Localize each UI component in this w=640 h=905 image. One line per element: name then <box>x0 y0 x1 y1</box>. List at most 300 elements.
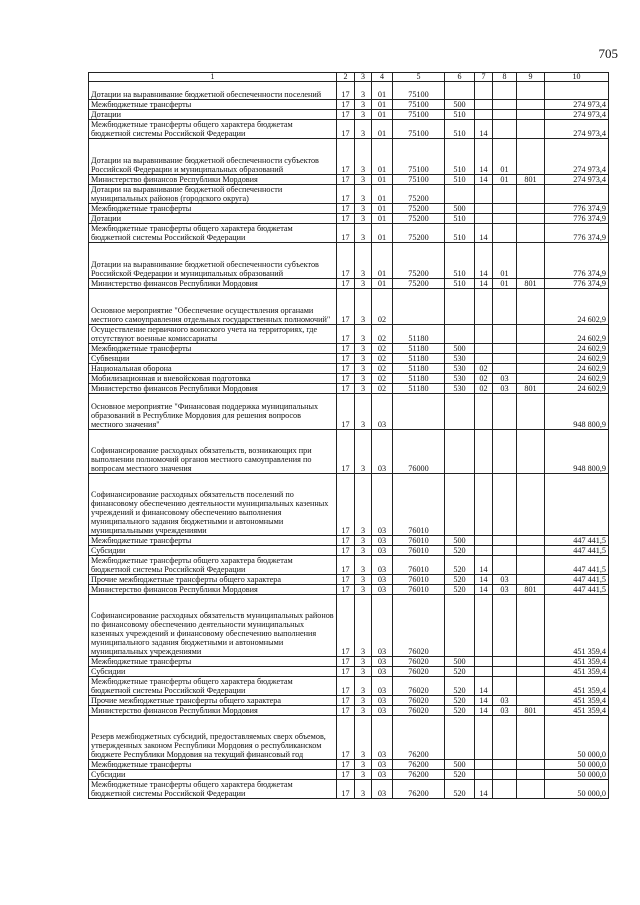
code-3-cell: 3 <box>355 243 372 279</box>
row-name-cell: Министерство финансов Республики Мордовия <box>89 279 337 289</box>
code-2-cell: 17 <box>337 175 355 185</box>
code-3-cell: 3 <box>355 760 372 770</box>
code-5-cell: 51180 <box>393 344 445 354</box>
code-7-cell: 14 <box>475 279 493 289</box>
row-name-cell: Межбюджетные трансферты общего характера бюджетам бюджетной системы Российской Федерации <box>89 224 337 243</box>
code-4-cell: 03 <box>372 394 393 430</box>
code-4-cell: 03 <box>372 696 393 706</box>
code-7-cell: 14 <box>475 780 493 799</box>
code-2-cell: 17 <box>337 657 355 667</box>
table-row <box>89 546 609 556</box>
code-7-cell <box>475 214 493 224</box>
code-3-cell: 3 <box>355 175 372 185</box>
table-row <box>89 770 609 780</box>
amount-cell: 274 973,4 <box>545 110 609 120</box>
code-8-cell <box>493 325 517 344</box>
code-7-cell <box>475 325 493 344</box>
code-2-cell: 17 <box>337 325 355 344</box>
code-9-cell <box>517 595 545 657</box>
code-5-cell: 76010 <box>393 585 445 595</box>
row-name-cell: Министерство финансов Республики Мордовия <box>89 706 337 716</box>
code-5-cell: 75100 <box>393 100 445 110</box>
code-4-cell: 03 <box>372 716 393 760</box>
code-4-cell: 01 <box>372 100 393 110</box>
column-header: 7 <box>475 73 493 82</box>
code-3-cell: 3 <box>355 344 372 354</box>
amount-cell: 776 374,9 <box>545 224 609 243</box>
code-7-cell <box>475 536 493 546</box>
code-2-cell: 17 <box>337 139 355 175</box>
code-2-cell: 17 <box>337 780 355 799</box>
code-6-cell: 520 <box>445 585 475 595</box>
code-6-cell <box>445 185 475 204</box>
code-7-cell: 14 <box>475 556 493 575</box>
code-9-cell <box>517 243 545 279</box>
code-7-cell <box>475 770 493 780</box>
code-5-cell: 76020 <box>393 657 445 667</box>
code-5-cell: 76010 <box>393 556 445 575</box>
amount-cell: 447 441,5 <box>545 536 609 546</box>
row-name-cell: Межбюджетные трансферты <box>89 204 337 214</box>
code-2-cell: 17 <box>337 585 355 595</box>
code-2-cell: 17 <box>337 344 355 354</box>
row-name-cell: Дотации на выравнивание бюджетной обеспеченности поселений <box>89 82 337 100</box>
code-7-cell: 14 <box>475 243 493 279</box>
code-2-cell: 17 <box>337 185 355 204</box>
amount-cell: 948 800,9 <box>545 430 609 474</box>
table-row <box>89 243 609 279</box>
code-4-cell: 02 <box>372 364 393 374</box>
code-6-cell: 500 <box>445 657 475 667</box>
code-8-cell <box>493 780 517 799</box>
code-2-cell: 17 <box>337 556 355 575</box>
code-7-cell: 14 <box>475 677 493 696</box>
code-3-cell: 3 <box>355 585 372 595</box>
code-4-cell: 02 <box>372 354 393 364</box>
code-9-cell <box>517 185 545 204</box>
code-3-cell: 3 <box>355 279 372 289</box>
code-8-cell <box>493 430 517 474</box>
code-9-cell <box>517 139 545 175</box>
code-7-cell: 14 <box>475 696 493 706</box>
amount-cell: 451 359,4 <box>545 657 609 667</box>
table-row <box>89 374 609 384</box>
code-6-cell: 520 <box>445 667 475 677</box>
code-4-cell: 03 <box>372 556 393 575</box>
table-row <box>89 760 609 770</box>
code-9-cell <box>517 430 545 474</box>
code-4-cell: 01 <box>372 224 393 243</box>
code-5-cell: 76000 <box>393 430 445 474</box>
amount-cell: 451 359,4 <box>545 667 609 677</box>
code-9-cell <box>517 289 545 325</box>
page-number: 705 <box>598 46 618 61</box>
code-4-cell: 03 <box>372 474 393 536</box>
code-2-cell: 17 <box>337 706 355 716</box>
amount-cell: 451 359,4 <box>545 595 609 657</box>
code-9-cell <box>517 696 545 706</box>
row-name-cell: Межбюджетные трансферты общего характера бюджетам бюджетной системы Российской Федерации <box>89 677 337 696</box>
code-8-cell <box>493 667 517 677</box>
code-7-cell: 14 <box>475 575 493 585</box>
code-4-cell: 03 <box>372 657 393 667</box>
code-8-cell <box>493 770 517 780</box>
amount-cell: 274 973,4 <box>545 120 609 139</box>
amount-cell: 50 000,0 <box>545 780 609 799</box>
code-7-cell <box>475 185 493 204</box>
code-5-cell: 76020 <box>393 706 445 716</box>
code-7-cell <box>475 289 493 325</box>
code-5-cell: 76020 <box>393 667 445 677</box>
code-4-cell: 03 <box>372 770 393 780</box>
code-6-cell: 530 <box>445 364 475 374</box>
code-6-cell: 500 <box>445 536 475 546</box>
row-name-cell: Резерв межбюджетных субсидий, предоставляемых сверх объемов, утвержденных законом Республики Мордовия о республиканском бюджете Республики Мордовия на текущий финансовый год <box>89 716 337 760</box>
table-row <box>89 289 609 325</box>
code-4-cell: 01 <box>372 185 393 204</box>
code-2-cell: 17 <box>337 677 355 696</box>
code-2-cell: 17 <box>337 696 355 706</box>
code-8-cell <box>493 546 517 556</box>
code-8-cell <box>493 214 517 224</box>
row-name-cell: Дотации <box>89 110 337 120</box>
amount-cell: 451 359,4 <box>545 677 609 696</box>
table-row <box>89 224 609 243</box>
code-2-cell: 17 <box>337 374 355 384</box>
code-8-cell: 03 <box>493 706 517 716</box>
code-5-cell: 75200 <box>393 185 445 204</box>
code-6-cell <box>445 716 475 760</box>
code-8-cell <box>493 185 517 204</box>
row-name-cell: Министерство финансов Республики Мордовия <box>89 585 337 595</box>
code-8-cell: 01 <box>493 243 517 279</box>
code-2-cell: 17 <box>337 279 355 289</box>
code-8-cell <box>493 100 517 110</box>
code-5-cell: 75100 <box>393 110 445 120</box>
code-9-cell <box>517 82 545 100</box>
table-row <box>89 394 609 430</box>
code-3-cell: 3 <box>355 474 372 536</box>
code-9-cell <box>517 354 545 364</box>
amount-cell: 24 602,9 <box>545 374 609 384</box>
code-2-cell: 17 <box>337 760 355 770</box>
amount-cell: 274 973,4 <box>545 175 609 185</box>
code-3-cell: 3 <box>355 374 372 384</box>
code-5-cell: 75200 <box>393 243 445 279</box>
amount-cell: 274 973,4 <box>545 100 609 110</box>
code-8-cell <box>493 204 517 214</box>
code-2-cell: 17 <box>337 667 355 677</box>
code-8-cell: 03 <box>493 374 517 384</box>
code-6-cell <box>445 82 475 100</box>
code-4-cell: 03 <box>372 430 393 474</box>
code-2-cell: 17 <box>337 82 355 100</box>
amount-cell: 948 800,9 <box>545 394 609 430</box>
code-8-cell <box>493 657 517 667</box>
code-4-cell: 02 <box>372 289 393 325</box>
code-4-cell: 01 <box>372 204 393 214</box>
row-name-cell: Субсидии <box>89 546 337 556</box>
row-name-cell: Межбюджетные трансферты <box>89 760 337 770</box>
row-name-cell: Прочие межбюджетные трансферты общего характера <box>89 575 337 585</box>
code-3-cell: 3 <box>355 575 372 585</box>
table-row <box>89 214 609 224</box>
row-name-cell: Софинансирование расходных обязательств муниципальных районов по финансовому обеспечению деятельности муниципальных казенных учреждений и финансовому обеспечению выполнения муниципального задания бюджетными и автономными муниципальных учреждениями <box>89 595 337 657</box>
code-2-cell: 17 <box>337 289 355 325</box>
code-5-cell: 51180 <box>393 354 445 364</box>
code-5-cell: 51180 <box>393 325 445 344</box>
code-3-cell: 3 <box>355 82 372 100</box>
code-4-cell: 02 <box>372 384 393 394</box>
code-5-cell: 75200 <box>393 214 445 224</box>
code-4-cell: 01 <box>372 139 393 175</box>
row-name-cell: Межбюджетные трансферты <box>89 100 337 110</box>
row-name-cell: Межбюджетные трансферты <box>89 657 337 667</box>
code-2-cell: 17 <box>337 214 355 224</box>
code-3-cell: 3 <box>355 546 372 556</box>
code-8-cell <box>493 394 517 430</box>
code-5-cell <box>393 289 445 325</box>
code-9-cell <box>517 394 545 430</box>
row-name-cell: Национальная оборона <box>89 364 337 374</box>
row-name-cell: Основное мероприятие "Обеспечение осуществления органами местного самоуправления отдельных государственных полномочий" <box>89 289 337 325</box>
code-7-cell <box>475 474 493 536</box>
code-3-cell: 3 <box>355 204 372 214</box>
code-6-cell: 520 <box>445 696 475 706</box>
code-9-cell: 801 <box>517 384 545 394</box>
table-row <box>89 185 609 204</box>
table-body <box>89 82 609 799</box>
code-2-cell: 17 <box>337 100 355 110</box>
table-row <box>89 595 609 657</box>
code-8-cell <box>493 224 517 243</box>
code-5-cell: 76020 <box>393 595 445 657</box>
code-2-cell: 17 <box>337 546 355 556</box>
code-4-cell: 03 <box>372 595 393 657</box>
code-9-cell <box>517 657 545 667</box>
table-row <box>89 780 609 799</box>
code-5-cell: 76200 <box>393 716 445 760</box>
amount-cell: 50 000,0 <box>545 770 609 780</box>
amount-cell: 50 000,0 <box>545 716 609 760</box>
code-4-cell: 02 <box>372 344 393 354</box>
code-6-cell: 520 <box>445 677 475 696</box>
code-8-cell: 01 <box>493 139 517 175</box>
code-7-cell: 14 <box>475 224 493 243</box>
code-4-cell: 02 <box>372 374 393 384</box>
column-header: 2 <box>337 73 355 82</box>
code-4-cell: 03 <box>372 546 393 556</box>
code-9-cell: 801 <box>517 279 545 289</box>
table-row <box>89 82 609 100</box>
amount-cell <box>545 185 609 204</box>
budget-table <box>88 72 609 799</box>
amount-cell: 24 602,9 <box>545 384 609 394</box>
table-row <box>89 384 609 394</box>
code-7-cell <box>475 354 493 364</box>
code-9-cell <box>517 364 545 374</box>
code-9-cell <box>517 214 545 224</box>
column-header: 3 <box>355 73 372 82</box>
code-7-cell: 14 <box>475 120 493 139</box>
row-name-cell: Дотации на выравнивание бюджетной обеспеченности муниципальных районов (городского округа) <box>89 185 337 204</box>
row-name-cell: Межбюджетные трансферты общего характера бюджетам бюджетной системы Российской Федерации <box>89 780 337 799</box>
code-3-cell: 3 <box>355 706 372 716</box>
code-4-cell: 02 <box>372 325 393 344</box>
code-4-cell: 03 <box>372 706 393 716</box>
code-8-cell <box>493 82 517 100</box>
table-row <box>89 354 609 364</box>
amount-cell: 24 602,9 <box>545 325 609 344</box>
code-5-cell: 76200 <box>393 770 445 780</box>
table-row <box>89 716 609 760</box>
code-4-cell: 01 <box>372 120 393 139</box>
table-row <box>89 706 609 716</box>
code-3-cell: 3 <box>355 716 372 760</box>
code-9-cell <box>517 120 545 139</box>
code-8-cell <box>493 474 517 536</box>
code-8-cell: 01 <box>493 175 517 185</box>
amount-cell: 447 441,5 <box>545 575 609 585</box>
code-8-cell: 03 <box>493 696 517 706</box>
code-5-cell: 75100 <box>393 139 445 175</box>
code-6-cell: 500 <box>445 100 475 110</box>
column-header: 4 <box>372 73 393 82</box>
code-3-cell: 3 <box>355 657 372 667</box>
code-3-cell: 3 <box>355 289 372 325</box>
code-7-cell: 02 <box>475 364 493 374</box>
code-2-cell: 17 <box>337 384 355 394</box>
code-7-cell <box>475 82 493 100</box>
amount-cell: 776 374,9 <box>545 243 609 279</box>
table-row <box>89 204 609 214</box>
code-6-cell: 500 <box>445 204 475 214</box>
table-row <box>89 139 609 175</box>
code-3-cell: 3 <box>355 770 372 780</box>
code-9-cell <box>517 667 545 677</box>
code-6-cell: 520 <box>445 546 475 556</box>
code-5-cell: 76200 <box>393 780 445 799</box>
code-8-cell: 03 <box>493 575 517 585</box>
table-row <box>89 575 609 585</box>
code-4-cell: 01 <box>372 214 393 224</box>
amount-cell: 451 359,4 <box>545 706 609 716</box>
code-5-cell: 76010 <box>393 474 445 536</box>
amount-cell: 24 602,9 <box>545 354 609 364</box>
code-4-cell: 03 <box>372 575 393 585</box>
amount-cell: 776 374,9 <box>545 279 609 289</box>
code-6-cell: 530 <box>445 354 475 364</box>
code-7-cell <box>475 430 493 474</box>
table-row <box>89 677 609 696</box>
code-7-cell: 14 <box>475 585 493 595</box>
column-number-row <box>89 73 609 82</box>
code-2-cell: 17 <box>337 110 355 120</box>
code-8-cell <box>493 344 517 354</box>
code-2-cell: 17 <box>337 243 355 279</box>
row-name-cell: Дотации на выравнивание бюджетной обеспеченности субъектов Российской Федерации и муниципальных образований <box>89 139 337 175</box>
code-9-cell <box>517 536 545 546</box>
code-9-cell <box>517 110 545 120</box>
table-row <box>89 667 609 677</box>
code-6-cell: 530 <box>445 384 475 394</box>
code-9-cell <box>517 204 545 214</box>
code-6-cell <box>445 394 475 430</box>
code-6-cell: 510 <box>445 279 475 289</box>
table-row <box>89 556 609 575</box>
amount-cell: 447 441,5 <box>545 585 609 595</box>
row-name-cell: Прочие межбюджетные трансферты общего характера <box>89 696 337 706</box>
code-3-cell: 3 <box>355 110 372 120</box>
amount-cell: 451 359,4 <box>545 696 609 706</box>
code-6-cell: 520 <box>445 770 475 780</box>
code-5-cell: 75100 <box>393 175 445 185</box>
code-9-cell <box>517 325 545 344</box>
code-3-cell: 3 <box>355 394 372 430</box>
code-6-cell: 510 <box>445 120 475 139</box>
table-row <box>89 344 609 354</box>
code-5-cell: 75200 <box>393 204 445 214</box>
row-name-cell: Межбюджетные трансферты <box>89 344 337 354</box>
code-9-cell <box>517 760 545 770</box>
code-2-cell: 17 <box>337 595 355 657</box>
code-9-cell <box>517 780 545 799</box>
amount-cell: 24 602,9 <box>545 364 609 374</box>
code-8-cell <box>493 354 517 364</box>
table-row <box>89 536 609 546</box>
code-4-cell: 03 <box>372 667 393 677</box>
row-name-cell: Субсидии <box>89 770 337 780</box>
code-2-cell: 17 <box>337 204 355 214</box>
table-row <box>89 100 609 110</box>
code-5-cell: 51180 <box>393 374 445 384</box>
code-4-cell: 01 <box>372 82 393 100</box>
code-6-cell: 510 <box>445 214 475 224</box>
row-name-cell: Межбюджетные трансферты общего характера бюджетам бюджетной системы Российской Федерации <box>89 120 337 139</box>
code-3-cell: 3 <box>355 214 372 224</box>
code-5-cell: 75100 <box>393 120 445 139</box>
code-3-cell: 3 <box>355 384 372 394</box>
code-8-cell <box>493 677 517 696</box>
code-6-cell: 520 <box>445 575 475 585</box>
row-name-cell: Межбюджетные трансферты общего характера бюджетам бюджетной системы Российской Федерации <box>89 556 337 575</box>
row-name-cell: Дотации <box>89 214 337 224</box>
code-5-cell: 75100 <box>393 82 445 100</box>
code-6-cell <box>445 595 475 657</box>
code-4-cell: 03 <box>372 585 393 595</box>
code-3-cell: 3 <box>355 364 372 374</box>
code-3-cell: 3 <box>355 120 372 139</box>
code-3-cell: 3 <box>355 780 372 799</box>
column-header: 5 <box>393 73 445 82</box>
table-row <box>89 696 609 706</box>
code-2-cell: 17 <box>337 120 355 139</box>
code-5-cell: 76020 <box>393 696 445 706</box>
code-6-cell <box>445 430 475 474</box>
code-7-cell: 14 <box>475 175 493 185</box>
code-8-cell <box>493 760 517 770</box>
amount-cell: 776 374,9 <box>545 214 609 224</box>
code-7-cell <box>475 716 493 760</box>
code-6-cell <box>445 289 475 325</box>
code-4-cell: 03 <box>372 536 393 546</box>
code-6-cell: 500 <box>445 344 475 354</box>
code-8-cell: 01 <box>493 279 517 289</box>
amount-cell: 447 441,5 <box>545 546 609 556</box>
code-6-cell: 510 <box>445 175 475 185</box>
code-4-cell: 03 <box>372 760 393 770</box>
code-7-cell: 02 <box>475 384 493 394</box>
